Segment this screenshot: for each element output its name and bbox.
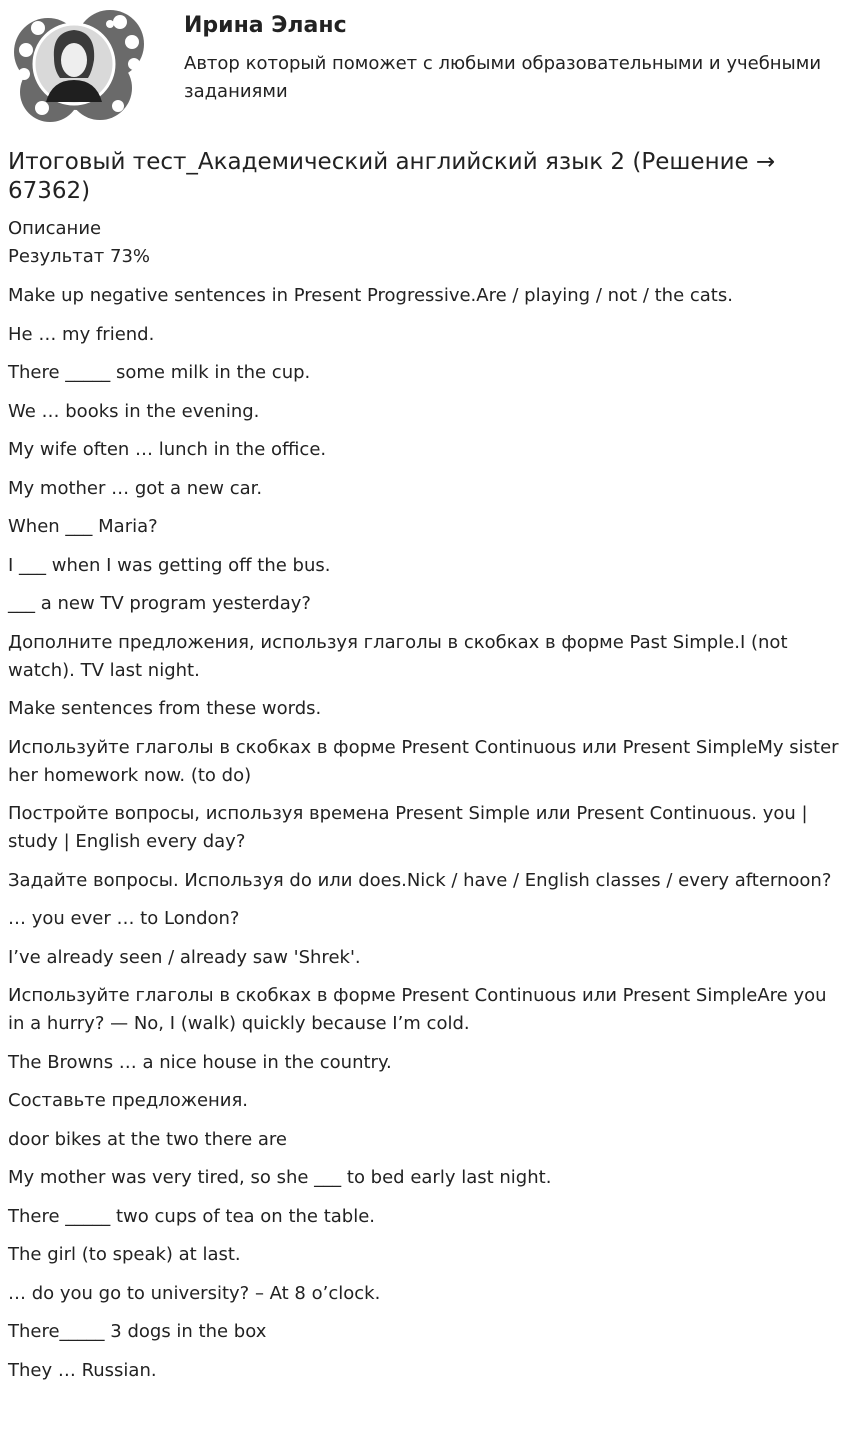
document-meta <box>8 215 150 271</box>
question-item[interactable]: When ___ Maria? <box>8 516 158 537</box>
question-item[interactable]: There _____ two cups of tea on the table. <box>8 1205 376 1227</box>
page-title: Итоговый тест_Академический английский язык 2 (Решение → 67362) <box>8 149 776 204</box>
description-label: Описание <box>8 218 102 239</box>
author-description: Автор который поможет с любыми образовательными и учебными заданиями <box>184 53 822 102</box>
question-item[interactable]: I ___ when I was getting off the bus. <box>8 554 331 576</box>
question-item[interactable]: The Browns … a nice house in the country. <box>8 1051 392 1073</box>
question-item[interactable]: We … books in the evening. <box>8 400 260 422</box>
question-item[interactable]: door bikes at the two there are <box>8 1128 287 1150</box>
question-item[interactable]: He … my friend. <box>8 323 155 345</box>
question-item[interactable]: ___ a new TV program yesterday? <box>8 593 311 614</box>
author-avatar[interactable] <box>8 8 150 126</box>
question-item[interactable]: Используйте глаголы в скобках в форме Present Continuous или Present SimpleMy sister her homework now. (to do) <box>8 736 839 786</box>
question-item[interactable]: Составьте предложения. <box>8 1090 249 1111</box>
question-item[interactable]: My wife often … lunch in the office. <box>8 439 327 460</box>
question-item[interactable]: My mother … got a new car. <box>8 477 263 499</box>
result-text: Результат 73% <box>8 246 150 267</box>
question-list <box>8 282 842 1395</box>
question-item[interactable]: Используйте глаголы в скобках в форме Present Continuous или Present SimpleAre you in a hurry? — No, I (walk) quickly because I’m cold. <box>8 985 827 1034</box>
question-item[interactable]: Постройте вопросы, используя времена Present Simple или Present Continuous. you | study | English every day? <box>8 803 808 852</box>
question-item[interactable]: Make up negative sentences in Present Progressive.Are / playing / not / the cats. <box>8 285 733 306</box>
question-item[interactable]: I’ve already seen / already saw 'Shrek'. <box>8 946 361 968</box>
author-header <box>8 8 838 128</box>
author-name[interactable]: Ирина Эланс <box>184 13 347 38</box>
question-item[interactable]: My mother was very tired, so she ___ to bed early last night. <box>8 1167 552 1188</box>
question-item[interactable]: Дополните предложения, используя глаголы в скобках в форме Past Simple.I (not watch). TV last night. <box>8 631 788 681</box>
question-item[interactable]: They … Russian. <box>8 1359 157 1381</box>
question-item[interactable]: There_____ 3 dogs in the box <box>8 1321 267 1342</box>
question-item[interactable]: … do you go to university? – At 8 o’clock. <box>8 1282 381 1304</box>
question-item[interactable]: … you ever … to London? <box>8 908 240 929</box>
question-item[interactable]: Make sentences from these words. <box>8 698 322 719</box>
question-item[interactable]: The girl (to speak) at last. <box>8 1244 241 1265</box>
question-item[interactable]: Задайте вопросы. Используя do или does.Nick / have / English classes / every afternoon? <box>8 869 832 891</box>
question-item[interactable]: There _____ some milk in the cup. <box>8 362 311 383</box>
